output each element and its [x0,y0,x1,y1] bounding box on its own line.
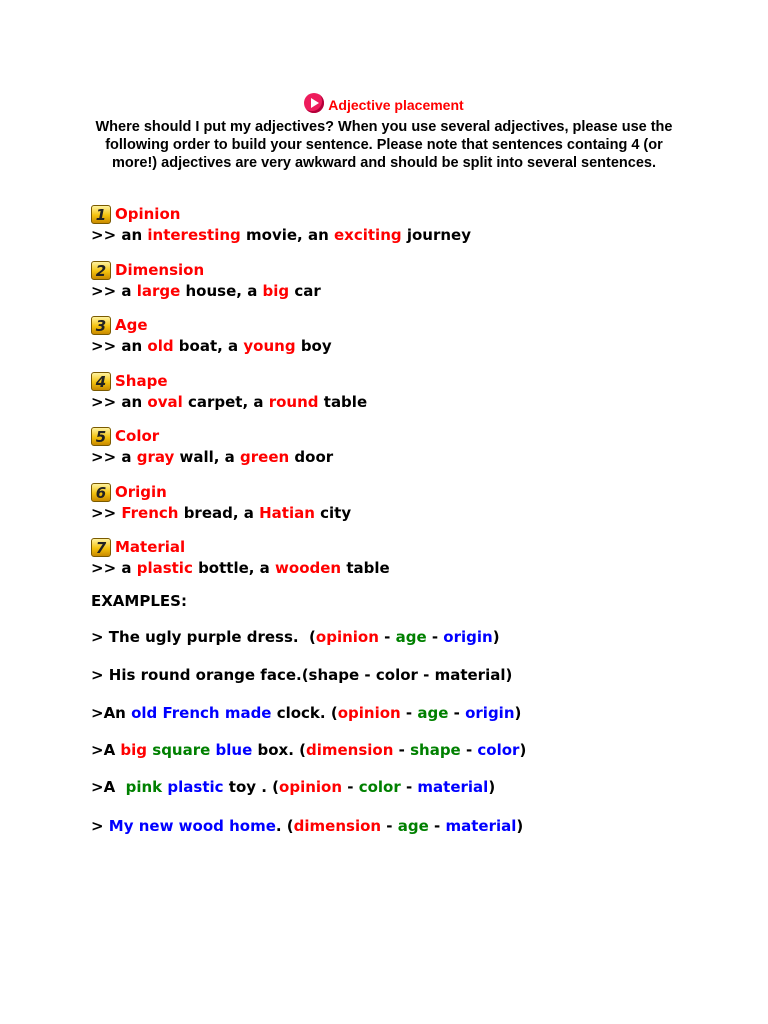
text-segment: opinion [279,778,343,796]
text-segment: table [318,392,368,411]
title-row [0,93,768,114]
category-heading [91,202,731,224]
number-2-icon: 2 [91,261,111,280]
adjective-category-color [91,424,731,480]
text-segment: car [289,281,321,300]
text-segment: big [120,741,148,759]
example-sentence [91,702,521,724]
text-segment: big [262,281,290,300]
text-segment: >> an [91,226,148,244]
text-segment: - [428,817,446,835]
text-segment: >> a [91,559,137,577]
text-segment: >An [91,704,132,722]
text-segment: wall, a [174,448,241,466]
text-segment: gray [136,448,175,466]
category-heading [91,424,731,446]
category-heading [91,535,731,557]
text-segment: >> [91,503,122,522]
category-heading [91,313,731,335]
text-segment: >> an [91,392,148,411]
text-segment: ) [519,741,527,759]
text-segment: origin [465,704,515,722]
text-segment: opinion [337,704,401,722]
text-segment: old [147,337,174,355]
category-example [91,391,731,413]
text-segment: - [426,628,444,646]
category-heading [91,258,731,280]
number-7-icon: 7 [91,538,111,557]
text-segment: plastic [167,778,224,796]
number-5-icon: 5 [91,427,111,446]
text-segment: ) [488,778,496,796]
text-segment: journey [401,226,471,244]
page-title: Adjective placement [328,97,464,113]
category-example [91,335,731,357]
text-segment: - [400,704,418,722]
text-segment: blue [215,741,253,759]
text-segment: - [378,628,396,646]
text-segment: carpet, a [182,392,269,411]
example-sentence [91,815,523,837]
text-segment: >> a [91,281,137,300]
text-segment: large [136,281,181,300]
text-segment: pink [125,778,163,796]
text-segment: box. ( [252,741,306,759]
text-segment: old French made [131,704,272,722]
text-segment: color [358,778,401,796]
text-segment: color [477,741,520,759]
text-segment: city [314,503,352,522]
text-segment: - [460,741,478,759]
text-segment: origin [443,628,493,646]
adjective-category-age [91,313,731,369]
examples-heading: EXAMPLES: [91,592,187,610]
category-name: Opinion [115,205,181,223]
text-segment: shape [410,741,461,759]
adjective-order-list [91,202,731,591]
text-segment: square [152,741,211,759]
text-segment: - [381,817,398,835]
text-segment: house, a [180,281,263,300]
text-segment: > His round orange face.(shape - color - material) [91,666,513,684]
text-segment: ) [514,704,522,722]
text-segment: - [393,741,411,759]
text-segment: table [341,559,390,577]
text-segment: exciting [334,226,402,244]
category-name: Shape [115,371,168,390]
text-segment: > [91,817,109,835]
example-sentence [91,739,526,761]
category-example [91,446,731,468]
category-name: Origin [115,482,167,501]
category-heading [91,480,731,502]
text-segment: green [240,448,290,466]
text-segment: >A [91,778,126,796]
text-segment: - [400,778,418,796]
example-sentence [91,626,500,648]
text-segment: oval [147,392,183,411]
category-name: Age [115,316,148,334]
text-segment: age [395,628,427,646]
category-heading [91,369,731,391]
text-segment: boat, a [173,337,244,355]
text-segment: young [243,337,296,355]
category-example [91,502,731,524]
text-segment: boy [295,337,332,355]
text-segment: ) [516,817,524,835]
text-segment: bottle, a [192,559,276,577]
text-segment: My new wood home [108,817,276,835]
text-segment: round [268,392,319,411]
text-segment: French [121,503,179,522]
category-name: Color [115,427,160,445]
text-segment: - [342,778,359,796]
adjective-category-shape [91,369,731,425]
text-segment: >A [91,741,121,759]
adjective-category-material [91,535,731,591]
text-segment: . ( [275,817,294,835]
text-segment: Hatian [259,503,315,522]
text-segment: dimension [293,817,382,835]
text-segment: age [417,704,449,722]
text-segment: wooden [275,559,342,577]
text-segment: door [289,448,334,466]
text-segment: interesting [147,226,241,244]
example-sentence [91,664,512,686]
text-segment: material [445,817,517,835]
adjective-category-dimension [91,258,731,314]
example-sentence [91,776,495,798]
text-segment: > The ugly purple dress. ( [91,628,316,646]
category-example [91,557,731,579]
number-3-icon: 3 [91,316,111,335]
text-segment: movie, an [240,226,334,244]
text-segment: clock. ( [271,704,338,722]
text-segment: ) [492,628,500,646]
number-6-icon: 6 [91,483,111,502]
category-name: Dimension [115,260,205,279]
category-example [91,224,731,246]
adjective-category-opinion [91,202,731,258]
category-example [91,280,731,302]
number-1-icon: 1 [91,205,111,224]
number-4-icon: 4 [91,372,111,391]
text-segment: toy . ( [223,778,280,796]
text-segment: plastic [136,559,193,577]
text-segment: dimension [306,741,394,759]
text-segment: - [448,704,466,722]
text-segment: >> a [91,448,137,466]
text-segment: opinion [315,628,379,646]
text-segment: bread, a [178,503,260,522]
adjective-category-origin [91,480,731,536]
text-segment: age [397,817,429,835]
text-segment: material [417,778,489,796]
text-segment: >> an [91,337,148,355]
arrow-bullet-icon [304,93,324,113]
category-name: Material [115,538,186,556]
intro-paragraph: Where should I put my adjectives? When you use several adjectives, please use the following order to build your sentence. Please note that sentences containg 4 (or more!) adjectives are very awkward and should be split into several sentences. [95,119,673,171]
